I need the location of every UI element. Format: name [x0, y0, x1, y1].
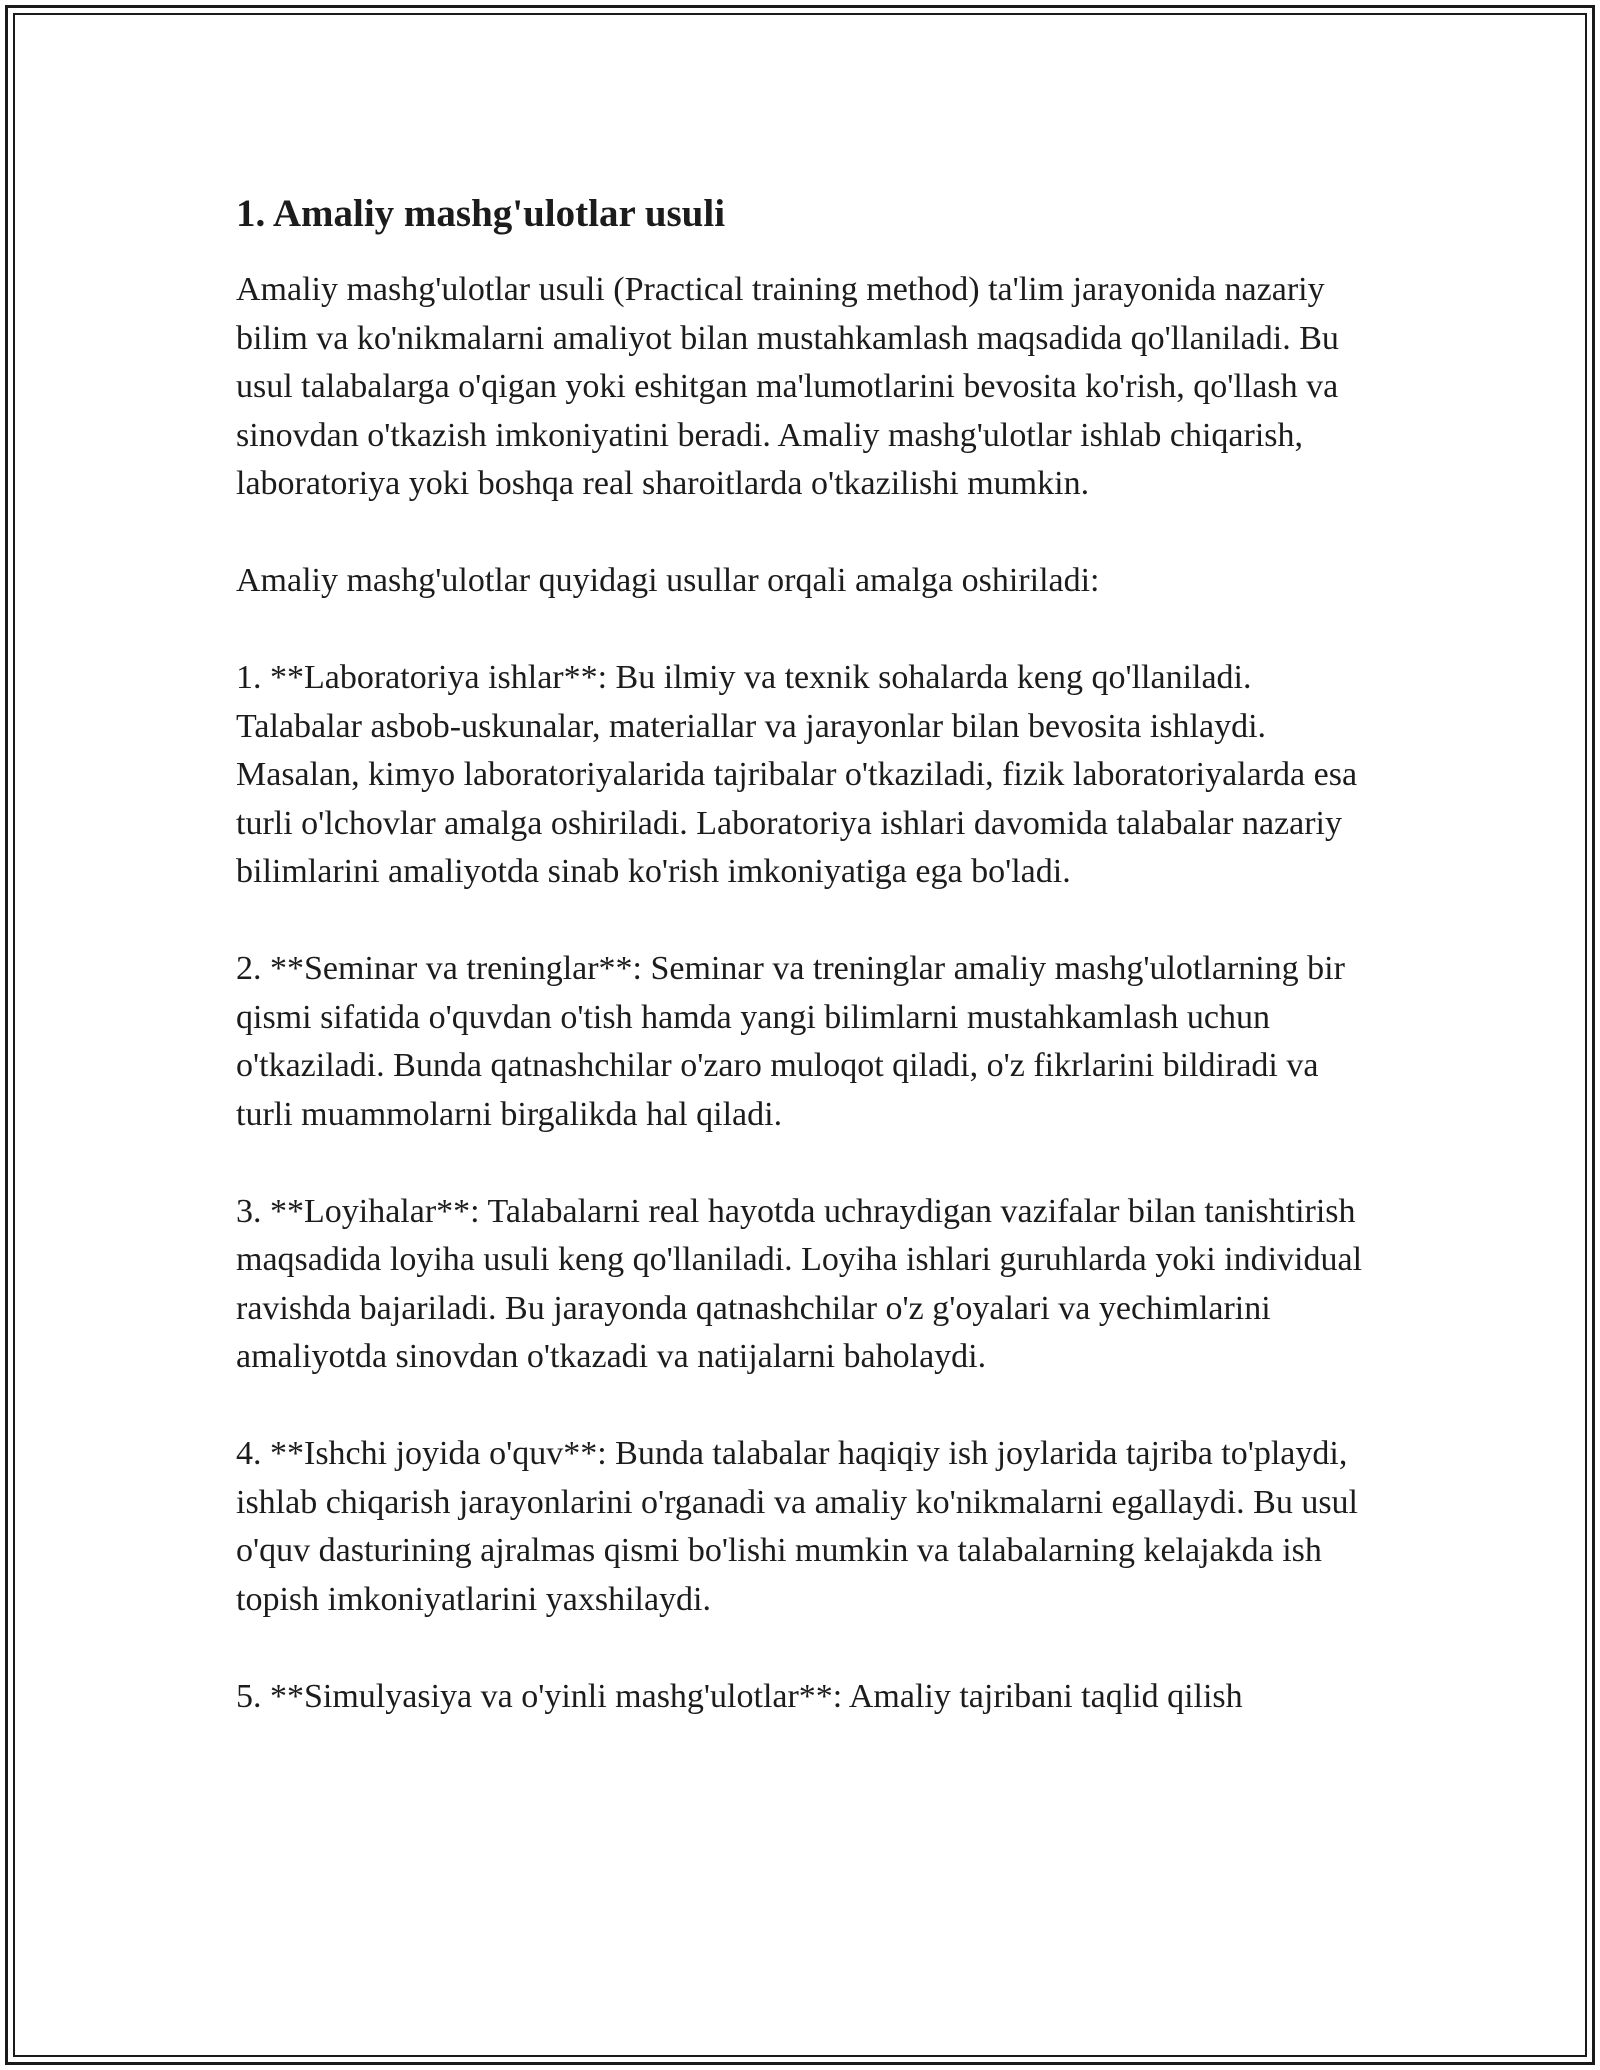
- intro-paragraph: Amaliy mashg'ulotlar usuli (Practical training method) ta'lim jarayonida nazariy bilim va ko'nikmalarni amaliyot bilan mustahkamlash maqsadida qo'llaniladi. Bu usul talabalarga o'qigan yoki eshitgan ma'lumotlarini bevosita ko'rish, qo'llash va sinovdan o'tkazish imkoniyatini beradi. Amaliy mashg'ulotlar ishlab chiqarish, laboratoriya yoki boshqa real sharoitlarda o'tkazilishi mumkin.: [236, 271, 1339, 502]
- methods-intro-paragraph: Amaliy mashg'ulotlar quyidagi usullar orqali amalga oshiriladi:: [236, 562, 1100, 599]
- list-item-laboratory: 1. **Laboratoriya ishlar**: Bu ilmiy va texnik sohalarda keng qo'llaniladi. Talabalar asbob-uskunalar, materiallar va jarayonlar bilan bevosita ishlaydi. Masalan, kimyo laboratoriyalarida tajribalar o'tkaziladi, fizik laboratoriyalarda esa turli o'lchovlar amalga oshiriladi. Laboratoriya ishlari davomida talabalar nazariy bilimlarini amaliyotda sinab ko'rish imkoniyatiga ega bo'ladi.: [236, 659, 1358, 890]
- section-heading: 1. Amaliy mashg'ulotlar usuli: [236, 192, 726, 235]
- list-item-seminars: 2. **Seminar va treninglar**: Seminar va treninglar amaliy mashg'ulotlarning bir qismi sifatida o'quvdan o'tish hamda yangi bilimlarni mustahkamlash uchun o'tkaziladi. Bunda qatnashchilar o'zaro muloqot qiladi, o'z fikrlarini bildiradi va turli muammolarni birgalikda hal qiladi.: [236, 950, 1345, 1133]
- document-body: [236, 186, 1376, 1770]
- list-item-projects: 3. **Loyihalar**: Talabalarni real hayotda uchraydigan vazifalar bilan tanishtirish maqsadida loyiha usuli keng qo'llaniladi. Loyiha ishlari guruhlarda yoki individual ravishda bajariladi. Bu jarayonda qatnashchilar o'z g'oyalari va yechimlarini amaliyotda sinovdan o'tkazadi va natijalarni baholaydi.: [236, 1192, 1363, 1375]
- list-item-workplace-training: 4. **Ishchi joyida o'quv**: Bunda talabalar haqiqiy ish joylarida tajriba to'playdi, ishlab chiqarish jarayonlarini o'rganadi va amaliy ko'nikmalarni egallaydi. Bu usul o'quv dasturining ajralmas qismi bo'lishi mumkin va talabalarning kelajakda ish topish imkoniyatlarini yaxshilaydi.: [236, 1435, 1358, 1618]
- list-item-simulation: 5. **Simulyasiya va o'yinli mashg'ulotlar**: Amaliy tajribani taqlid qilish: [236, 1677, 1243, 1715]
